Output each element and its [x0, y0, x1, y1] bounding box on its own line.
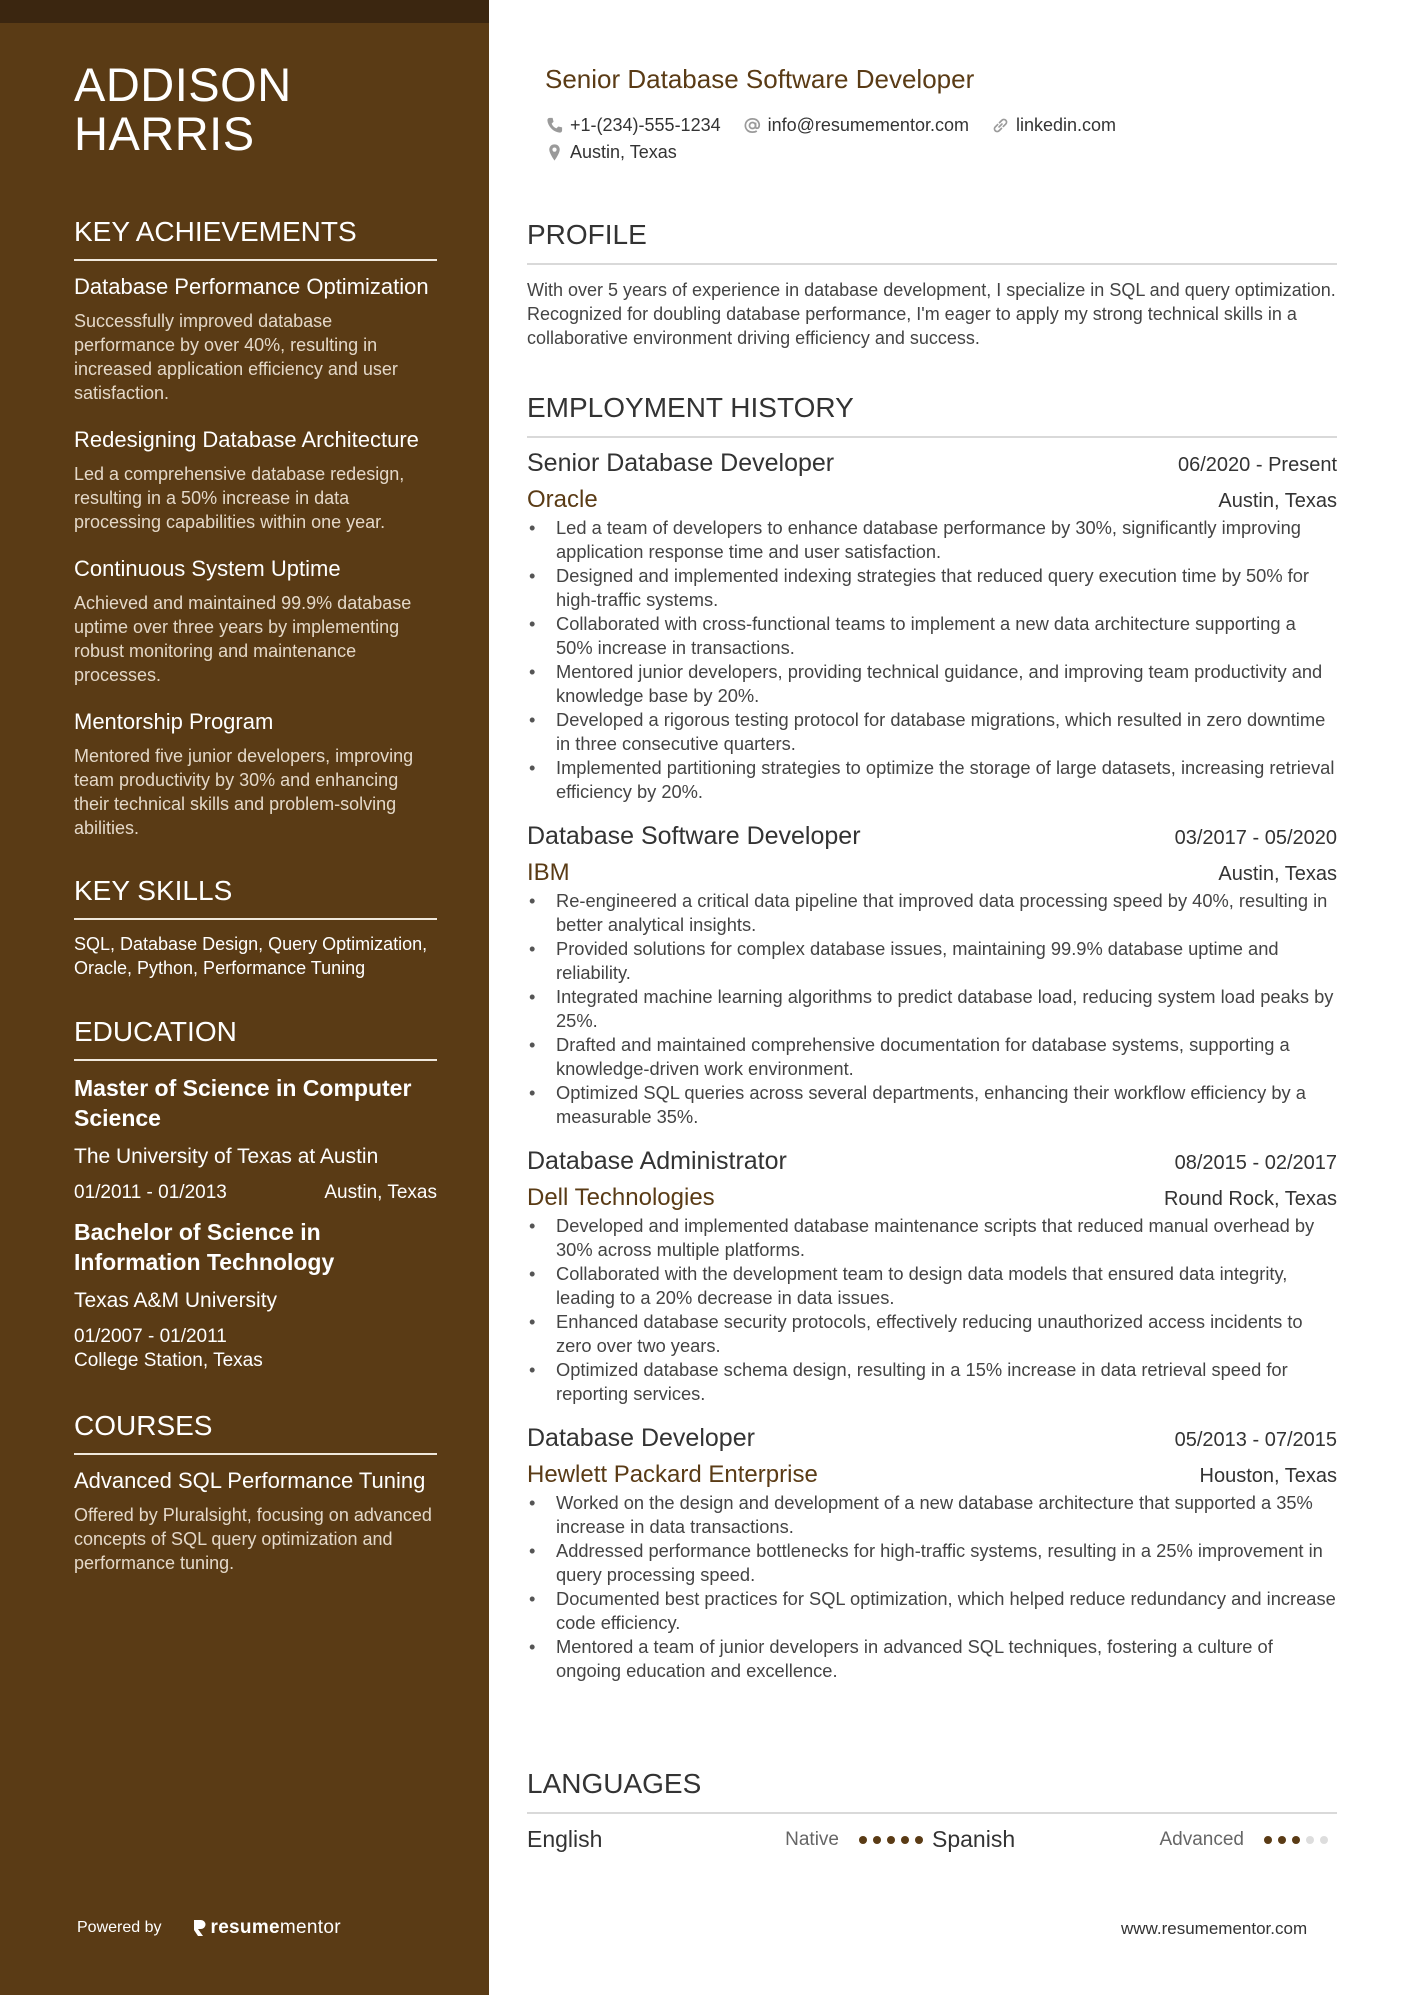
job-company: Oracle [527, 486, 598, 513]
education-degree: Bachelor of Science in Information Technology [74, 1219, 335, 1275]
brand-logo[interactable] [192, 1917, 341, 1939]
job-bullet: • Drafted and maintained comprehensive documentation for database systems, supporting a knowledge-driven work environment. [527, 1033, 1337, 1081]
job-entry [527, 1422, 1337, 1683]
location-pin-icon [545, 143, 564, 162]
education-location: College Station, Texas [74, 1350, 263, 1371]
achievement-title: Mentorship Program [74, 709, 274, 734]
job-bullet: • Mentored junior developers, providing technical guidance, and improving team productivity and knowledge base by 20%. [527, 660, 1337, 708]
sidebar [0, 0, 489, 1995]
at-sign-icon [743, 116, 762, 135]
job-dates: 05/2013 - 07/2015 [1174, 1429, 1337, 1451]
powered-by [77, 1917, 341, 1939]
achievement-title: Database Performance Optimization [74, 274, 429, 299]
job-role: Database Administrator [527, 1147, 787, 1175]
job-bullets [527, 889, 1337, 1129]
headline: Senior Database Software Developer [545, 64, 975, 94]
profile-section [527, 218, 1337, 350]
language-level: Native [785, 1828, 839, 1850]
achievement-desc: Successfully improved database performance by over 40%, resulting in increased application efficiency and user satisfaction. [74, 311, 398, 403]
job-bullet: • Re-engineered a critical data pipeline that improved data processing speed by 40%, resulting in better analytical insights. [527, 889, 1337, 937]
job-bullet: • Documented best practices for SQL optimization, which helped reduce redundancy and increase code efficiency. [527, 1587, 1337, 1635]
employment-heading: EMPLOYMENT HISTORY [527, 391, 1337, 438]
phone-text: +1-(234)-555-1234 [570, 114, 721, 135]
sidebar-top-band [0, 0, 489, 23]
candidate-name [74, 60, 437, 158]
profile-heading: PROFILE [527, 218, 1337, 265]
job-bullets [527, 516, 1337, 804]
language-rating [1264, 1836, 1334, 1844]
rating-dot-filled [859, 1836, 867, 1844]
rating-dot-empty [1306, 1836, 1314, 1844]
job-company: Hewlett Packard Enterprise [527, 1461, 818, 1488]
achievements-section [74, 215, 437, 840]
job-role: Database Developer [527, 1424, 755, 1452]
education-section [74, 1015, 437, 1373]
job-entry [527, 447, 1337, 804]
job-bullet: • Mentored a team of junior developers in advanced SQL techniques, fostering a culture of ongoing education and excellence. [527, 1635, 1337, 1683]
contact-block [545, 112, 1335, 166]
job-bullet: • Integrated machine learning algorithms to predict database load, reducing system load peaks by 25%. [527, 985, 1337, 1033]
education-school: The University of Texas at Austin [74, 1145, 379, 1168]
achievement-item [74, 272, 437, 405]
name-last: HARRIS [74, 107, 255, 160]
job-bullet: • Worked on the design and development of a new database architecture that supported a 35% increase in data transactions. [527, 1491, 1337, 1539]
education-location: Austin, Texas [324, 1182, 437, 1203]
language-rating [859, 1836, 929, 1844]
achievement-item [74, 425, 437, 534]
education-item [74, 1073, 437, 1205]
achievement-item [74, 554, 437, 687]
skills-heading: KEY SKILLS [74, 874, 437, 920]
profile-text: With over 5 years of experience in database development, I specialize in SQL and query optimization. Recognized for doubling database performance, I'm eager to apply my strong technical skills in a collaborative environment driving efficiency and success. [527, 280, 1336, 348]
job-bullet: • Optimized database schema design, resulting in a 15% increase in data retrieval speed for reporting services. [527, 1358, 1337, 1406]
courses-section [74, 1409, 437, 1575]
language-level: Advanced [1159, 1828, 1244, 1850]
achievement-title: Redesigning Database Architecture [74, 427, 419, 452]
job-bullet: • Implemented partitioning strategies to optimize the storage of large datasets, increasing retrieval efficiency by 20%. [527, 756, 1337, 804]
education-heading: EDUCATION [74, 1015, 437, 1061]
employment-section [527, 391, 1337, 1683]
footer-url[interactable]: www.resumementor.com [1121, 1919, 1308, 1938]
link-icon [991, 116, 1010, 135]
job-bullets [527, 1214, 1337, 1406]
job-bullet: • Optimized SQL queries across several departments, enhancing their workflow efficiency by a measurable 35%. [527, 1081, 1337, 1129]
languages-heading: LANGUAGES [527, 1767, 1337, 1814]
rating-dot-filled [915, 1836, 923, 1844]
education-dates: 01/2011 - 01/2013 [74, 1182, 227, 1203]
rating-dot-filled [1264, 1836, 1272, 1844]
rating-dot-filled [901, 1836, 909, 1844]
location-text: Austin, Texas [570, 141, 677, 162]
education-degree: Master of Science in Computer Science [74, 1075, 412, 1131]
job-location: Austin, Texas [1218, 490, 1337, 512]
achievement-desc: Led a comprehensive database redesign, resulting in a 50% increase in data processing capabilities within one year. [74, 464, 405, 532]
job-bullet: • Addressed performance bottlenecks for high-traffic systems, resulting in a 25% improvement in query processing speed. [527, 1539, 1337, 1587]
skills-list: SQL, Database Design, Query Optimization, Oracle, Python, Performance Tuning [74, 934, 428, 978]
job-bullet: • Developed and implemented database maintenance scripts that reduced manual overhead by 30% across multiple platforms. [527, 1214, 1337, 1262]
contact-phone[interactable] [545, 115, 721, 136]
rating-dot-filled [887, 1836, 895, 1844]
job-bullets [527, 1491, 1337, 1683]
skills-section [74, 874, 437, 980]
achievement-desc: Achieved and maintained 99.9% database uptime over three years by implementing robust monitoring and maintenance processes. [74, 593, 412, 685]
job-bullet: • Collaborated with the development team to design data models that ensured data integrity, leading to a 20% decrease in data issues. [527, 1262, 1337, 1310]
rating-dot-filled [1278, 1836, 1286, 1844]
achievements-heading: KEY ACHIEVEMENTS [74, 215, 437, 261]
job-company: Dell Technologies [527, 1184, 715, 1211]
job-dates: 06/2020 - Present [1178, 454, 1337, 476]
job-bullet: • Led a team of developers to enhance database performance by 30%, significantly improving application response time and user satisfaction. [527, 516, 1337, 564]
language-name: Spanish [932, 1826, 1016, 1852]
job-location: Houston, Texas [1199, 1465, 1337, 1487]
name-first: ADDISON [74, 58, 292, 111]
brand-mark-icon [192, 1919, 206, 1937]
job-role: Database Software Developer [527, 822, 861, 850]
brand-thin: mentor [279, 1917, 341, 1938]
job-company: IBM [527, 859, 570, 886]
job-entry [527, 820, 1337, 1129]
job-location: Round Rock, Texas [1163, 1188, 1337, 1210]
achievement-title: Continuous System Uptime [74, 556, 341, 581]
brand-bold: resume [210, 1917, 280, 1938]
contact-linkedin[interactable] [991, 115, 1116, 136]
courses-heading: COURSES [74, 1409, 437, 1455]
rating-dot-empty [1320, 1836, 1328, 1844]
education-item [74, 1217, 437, 1373]
language-item [527, 1826, 932, 1853]
job-bullet: • Collaborated with cross-functional teams to implement a new data architecture supporting a 50% increase in transactions. [527, 612, 1337, 660]
job-entry [527, 1145, 1337, 1406]
languages-section [527, 1767, 1337, 1853]
language-name: English [527, 1826, 603, 1852]
job-dates: 08/2015 - 02/2017 [1174, 1152, 1337, 1174]
course-title: Advanced SQL Performance Tuning [74, 1468, 426, 1493]
job-dates: 03/2017 - 05/2020 [1174, 827, 1337, 849]
job-bullet: • Designed and implemented indexing strategies that reduced query execution time by 50% for high-traffic systems. [527, 564, 1337, 612]
rating-dot-filled [873, 1836, 881, 1844]
phone-icon [545, 116, 564, 135]
course-desc: Offered by Pluralsight, focusing on advanced concepts of SQL query optimization and performance tuning. [74, 1505, 432, 1573]
contact-email[interactable] [743, 115, 969, 136]
job-role: Senior Database Developer [527, 449, 835, 477]
job-bullet: • Developed a rigorous testing protocol for database migrations, which resulted in zero downtime in three consecutive quarters. [527, 708, 1337, 756]
powered-by-label: Powered by [77, 1919, 162, 1936]
achievement-item [74, 707, 437, 840]
rating-dot-filled [1292, 1836, 1300, 1844]
contact-location [545, 142, 677, 163]
job-bullet: • Provided solutions for complex database issues, maintaining 99.9% database uptime and reliability. [527, 937, 1337, 985]
language-item [932, 1826, 1337, 1853]
linkedin-text: linkedin.com [1015, 114, 1117, 135]
job-bullet: • Enhanced database security protocols, effectively reducing unauthorized access incidents to zero over two years. [527, 1310, 1337, 1358]
education-dates: 01/2007 - 01/2011 [74, 1326, 227, 1347]
achievement-desc: Mentored five junior developers, improving team productivity by 30% and enhancing their technical skills and problem-solving abilities. [74, 746, 414, 838]
job-location: Austin, Texas [1218, 863, 1337, 885]
education-school: Texas A&M University [74, 1289, 278, 1312]
email-text: info@resumementor.com [767, 114, 969, 135]
